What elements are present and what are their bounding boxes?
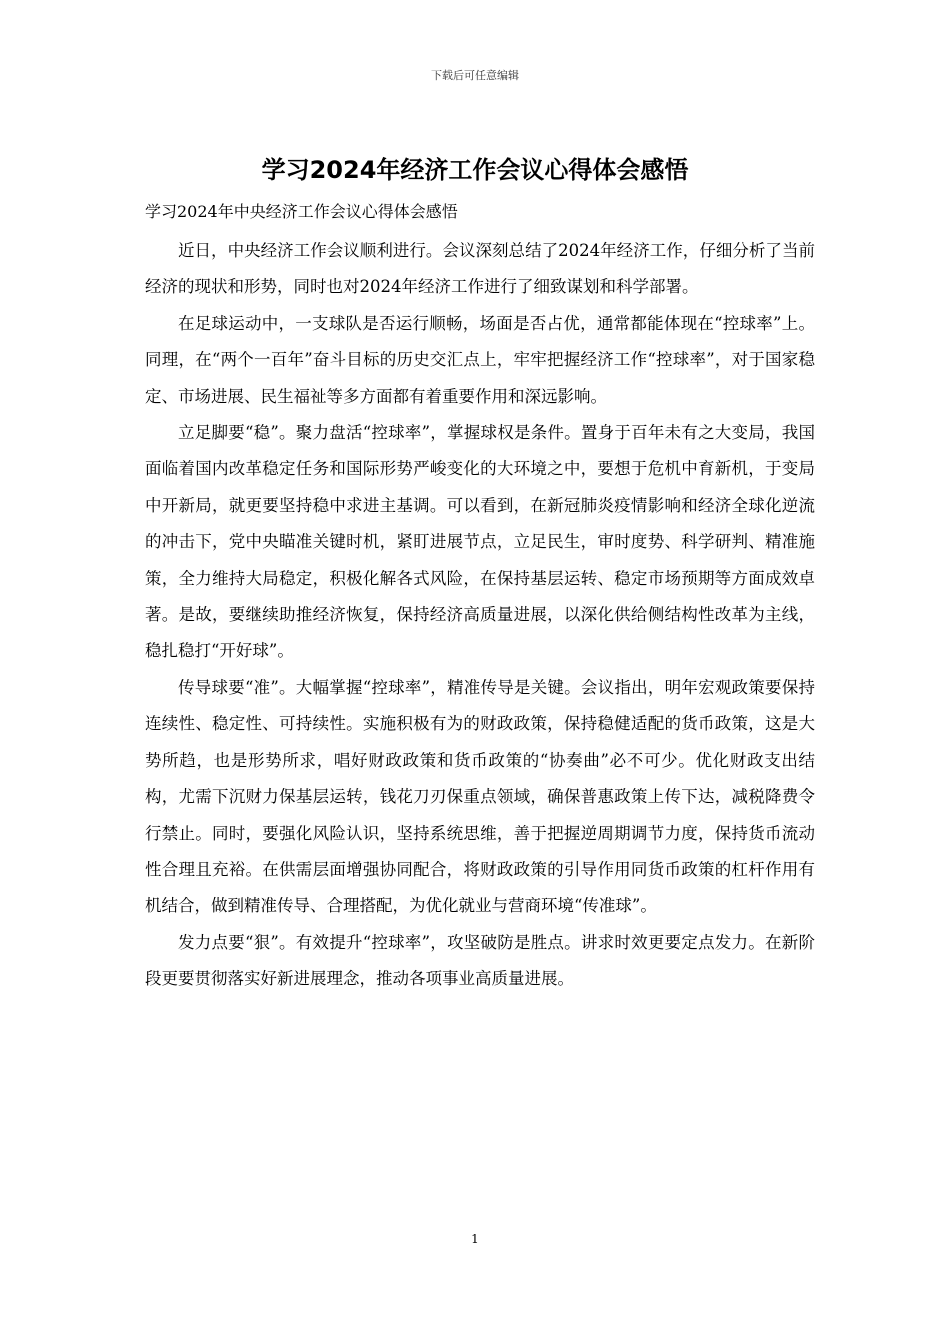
document-subtitle: 学习2024年中央经济工作会议心得体会感悟 [145, 202, 458, 221]
paragraph-football-analogy: 在足球运动中，一支球队是否运行顺畅，场面是否占优，通常都能体现在“控球率”上。同理，在“两个一百年”奋斗目标的历史交汇点上，牢牢把握经济工作“控球率”，对于国家稳定、市场进展、民生福祉等多方面都有着重要作用和深远影响。 [145, 313, 815, 406]
paragraph-stability: 立足脚要“稳”。聚力盘活“控球率”，掌握球权是条件。置身于百年未有之大变局，我国面临着国内改革稳定任务和国际形势严峻变化的大环境之中，要想于危机中育新机，于变局中开新局，就更要坚持稳中求进主基调。可以看到，在新冠肺炎疫情影响和经济全球化逆流的冲击下，党中央瞄准关键时机，紧盯进展节点，立足民生，审时度势、科学研判、精准施策，全力维持大局稳定，积极化解各式风险，在保持基层运转、稳定市场预期等方面成效卓著。是故，要继续助推经济恢复，保持经济高质量进展，以深化供给侧结构性改革为主线，稳扎稳打“开好球”。 [145, 423, 815, 661]
paragraph-precision: 传导球要“准”。大幅掌握“控球率”，精准传导是关键。会议指出，明年宏观政策要保持连续性、稳定性、可持续性。实施积极有为的财政政策，保持稳健适配的货币政策，这是大势所趋，也是形势所求，唱好财政政策和货币政策的“协奏曲”必不可少。优化财政支出结构，尤需下沉财力保基层运转，钱花刀刃保重点领域，确保普惠政策上传下达，减税降费令行禁止。同时，要强化风险认识，坚持系统思维，善于把握逆周期调节力度，保持货币流动性合理且充裕。在供需层面增强协同配合，将财政政策的引导作用同货币政策的杠杆作用有机结合，做到精准传导、合理搭配，为优化就业与营商环境“传准球”。 [145, 677, 815, 916]
document-body [145, 233, 815, 998]
page-number: 1 [471, 1232, 479, 1246]
paragraph-intro: 近日，中央经济工作会议顺利进行。会议深刻总结了2024年经济工作，仔细分析了当前经济的现状和形势，同时也对2024年经济工作进行了细致谋划和科学部署。 [145, 241, 815, 297]
paragraph-force: 发力点要“狠”。有效提升“控球率”，攻坚破防是胜点。讲求时效更要定点发力。在新阶段更要贯彻落实好新进展理念，推动各项事业高质量进展。 [145, 932, 815, 989]
page-header-note: 下载后可任意编辑 [431, 69, 519, 82]
document-title: 学习2024年经济工作会议心得体会感悟 [261, 156, 689, 184]
